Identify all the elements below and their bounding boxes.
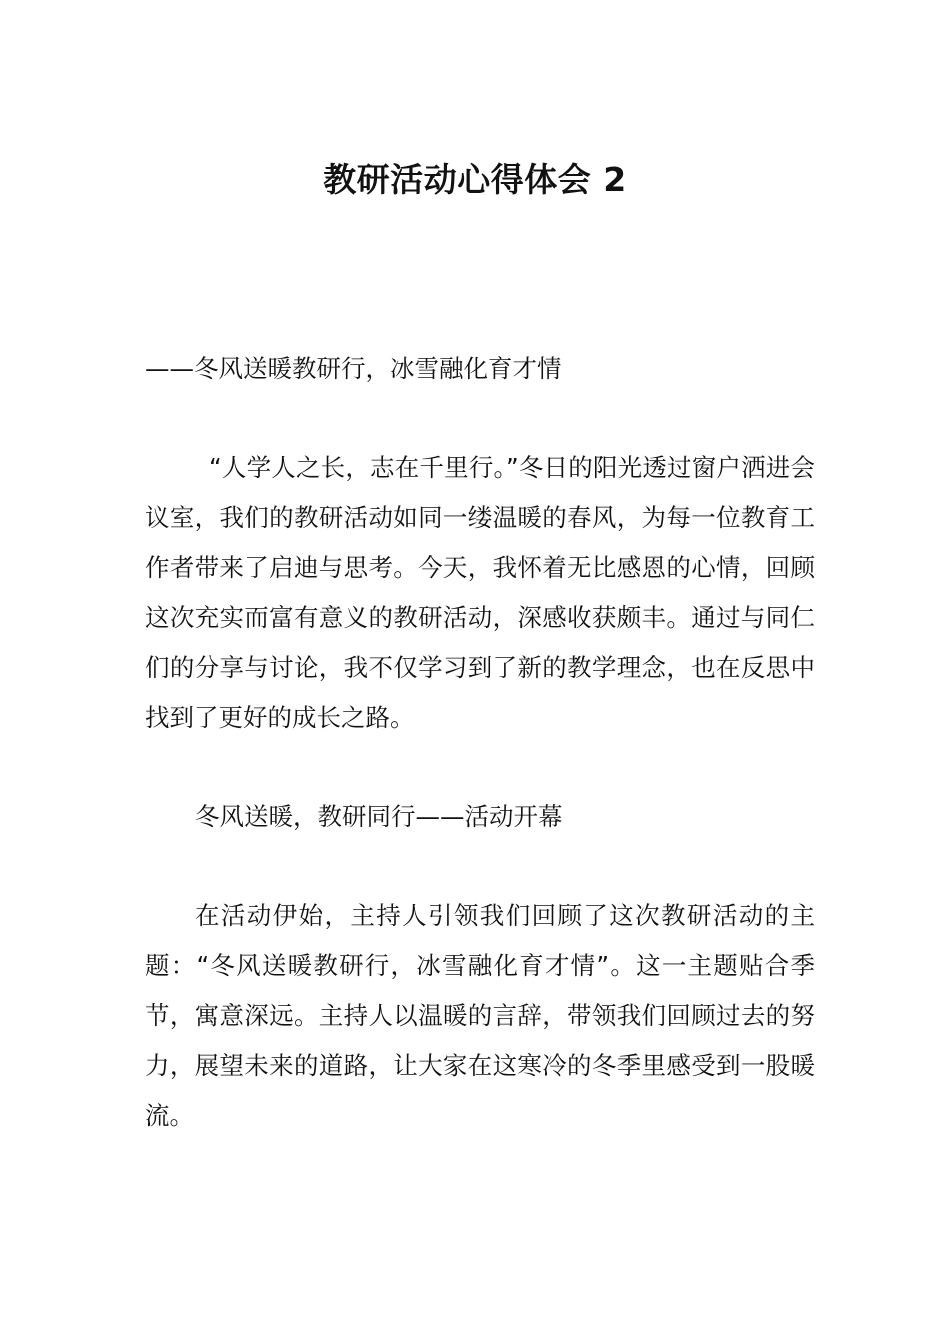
paragraph-intro: “人学人之长，志在千里行。”冬日的阳光透过窗户洒进会议室，我们的教研活动如同一缕温暖的春风，为每一位教育工作者带来了启迪与思考。今天，我怀着无比感恩的心情，回顾这次充实而富有意义的教研活动，深感收获颇丰。通过与同仁们的分享与讨论，我不仅学习到了新的教学理念，也在反思中找到了更好的成长之路。	[145, 453, 815, 732]
section-heading: 冬风送暖，教研同行——活动开幕	[195, 802, 563, 831]
paragraph-opening: 在活动伊始，主持人引领我们回顾了这次教研活动的主题：“冬风送暖教研行，冰雪融化育才情”。这一主题贴合季节，寓意深远。主持人以温暖的言辞，带领我们回顾过去的努力，展望未来的道路，让大家在这寒冷的冬季里感受到一股暖流。	[145, 901, 815, 1130]
document-title: 教研活动心得体会 2	[323, 160, 627, 199]
document-subtitle: ——冬风送暖教研行，冰雪融化育才情	[145, 354, 562, 383]
